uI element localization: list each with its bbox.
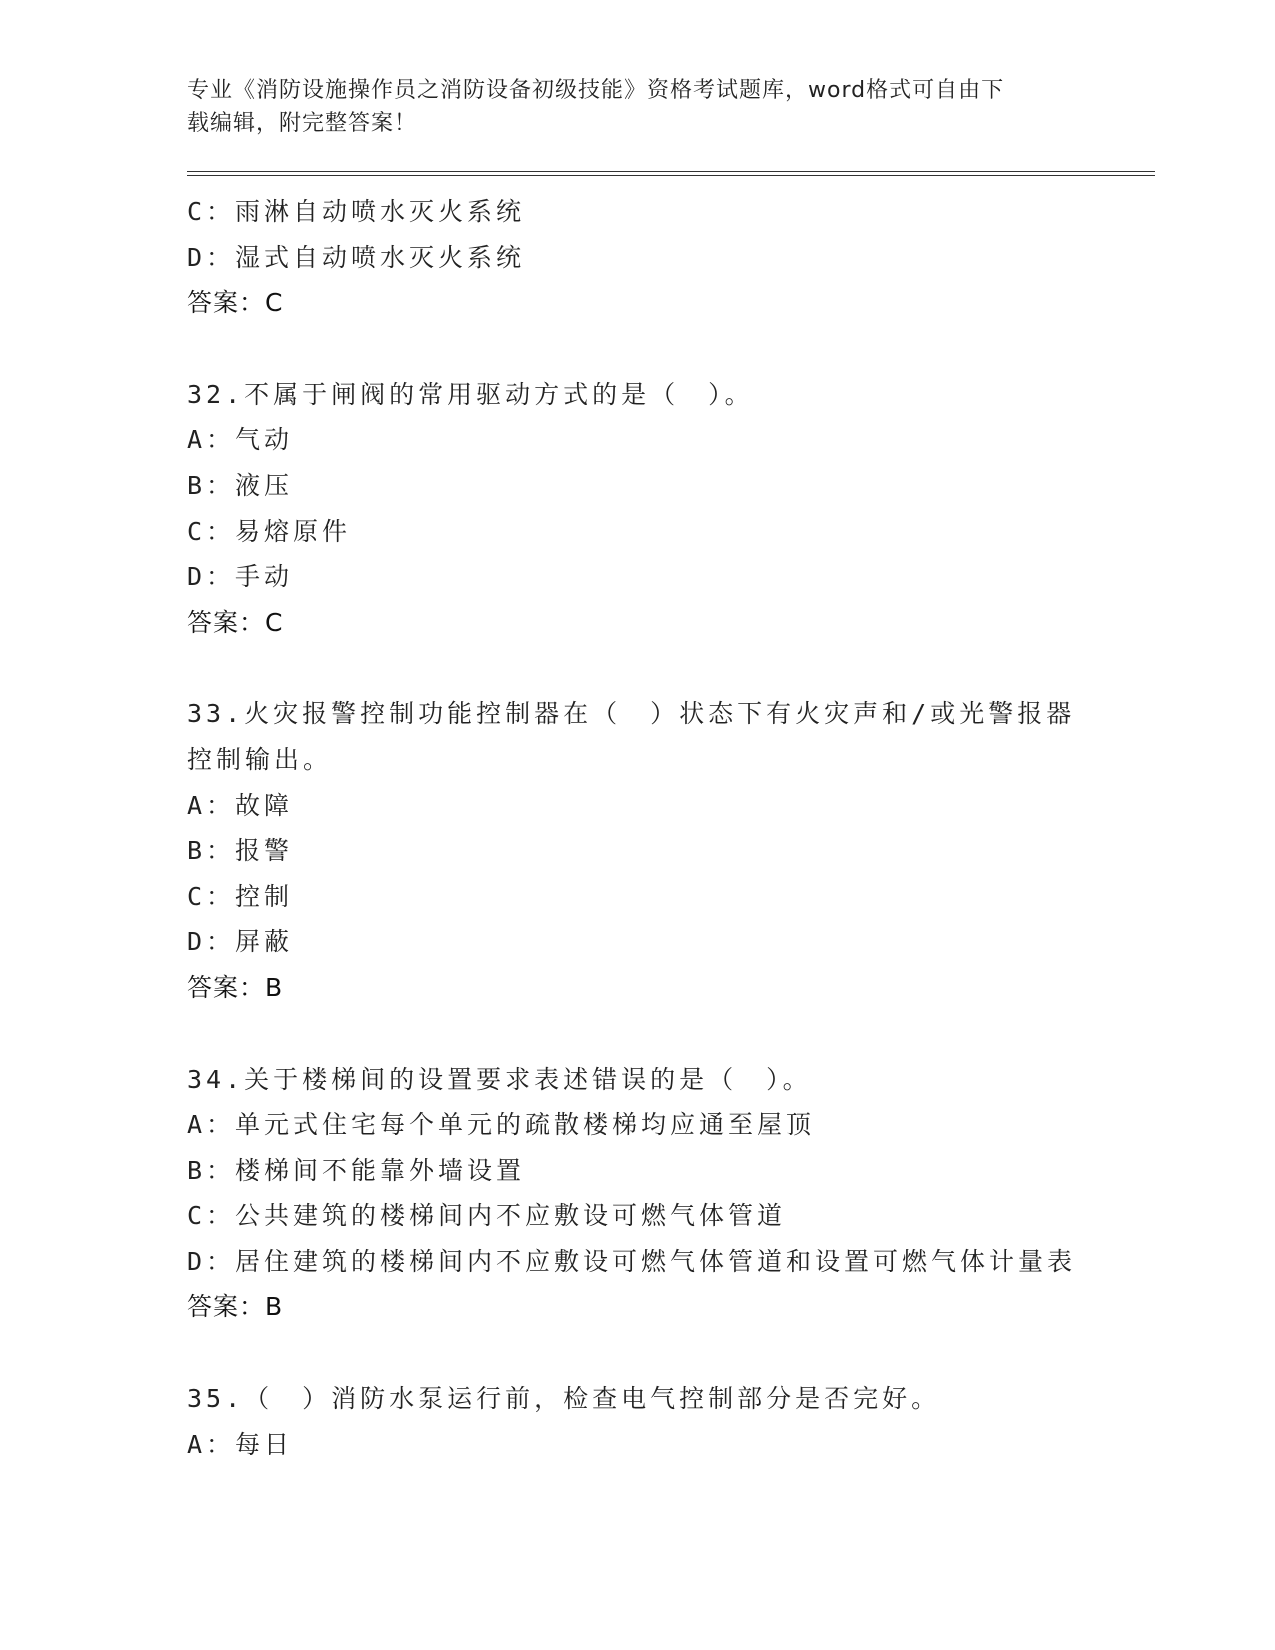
option-b: B：报警 [187,836,294,866]
question-block-35 [187,1376,1187,1467]
option-c: C：控制 [187,881,294,911]
question-text: 32.不属于闸阀的常用驱动方式的是（ ）。 [187,379,754,409]
answer: 答案：C [187,288,284,318]
option-a: A：气动 [187,425,294,455]
question-block-33 [187,691,1187,1010]
header-divider-top [187,171,1155,172]
question-text: 33.火灾报警控制功能控制器在（ ）状态下有火灾声和/或光警报器 [187,699,1076,729]
option-c: C：雨淋自动喷水灭火系统 [187,197,526,226]
answer: 答案：B [187,972,284,1002]
question-block-32 [187,372,1187,646]
option-d: D：居住建筑的楼梯间内不应敷设可燃气体管道和设置可燃气体计量表 [187,1246,1077,1276]
option-c: C：公共建筑的楼梯间内不应敷设可燃气体管道 [187,1201,787,1231]
question-text: 35.（ ）消防水泵运行前，检查电气控制部分是否完好。 [187,1384,941,1414]
question-block-31 [187,189,1187,326]
option-b: B：楼梯间不能靠外墙设置 [187,1155,526,1185]
option-b: B：液压 [187,470,294,500]
question-block-34 [187,1057,1187,1331]
header-line-2: 载编辑，附完整答案！ [187,111,418,136]
answer: 答案：B [187,1292,284,1322]
header-line-1: 专业《消防设施操作员之消防设备初级技能》资格考试题库，word格式可自由下 [187,78,1005,103]
option-a: A：故障 [187,790,294,820]
question-list [187,189,1187,1467]
question-text: 34.关于楼梯间的设置要求表述错误的是（ ）。 [187,1064,812,1094]
option-d: D：手动 [187,562,294,592]
option-a: A：单元式住宅每个单元的疏散楼梯均应通至屋顶 [187,1110,816,1140]
option-a: A：每日 [187,1429,294,1459]
option-c: C：易熔原件 [187,516,352,546]
header-divider-bottom [187,175,1155,176]
document-header [187,74,1067,140]
answer: 答案：C [187,607,284,637]
question-text-continued: 控制输出。 [187,744,333,774]
option-d: D：湿式自动喷水灭火系统 [187,242,526,272]
option-d: D：屏蔽 [187,927,294,957]
